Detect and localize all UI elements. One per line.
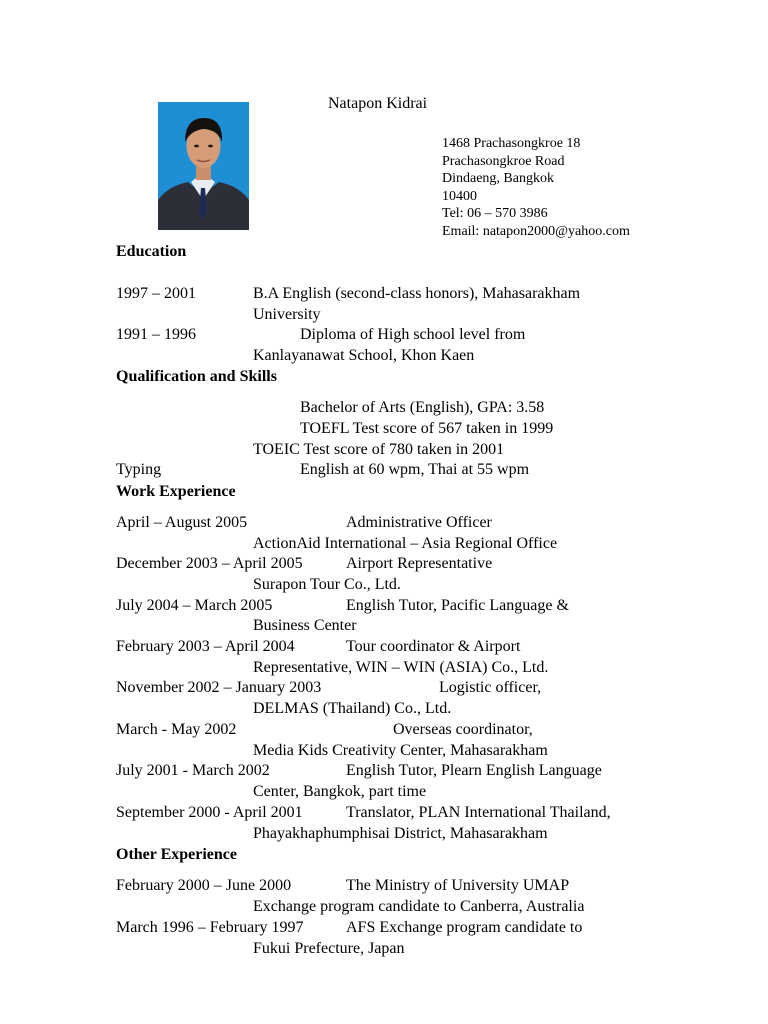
education-detail: Diploma of High school level from — [300, 326, 526, 343]
other-date: February 2000 – June 2000 — [116, 877, 292, 894]
work-detail: Business Center — [253, 617, 357, 634]
work-detail: Media Kids Creativity Center, Mahasarakham — [253, 742, 548, 759]
address-line: Prachasongkroe Road — [442, 153, 565, 169]
work-role: Overseas coordinator, — [393, 721, 533, 738]
work-role: English Tutor, Plearn English Language — [346, 762, 602, 779]
qualification-item: TOEIC Test score of 780 taken in 2001 — [253, 441, 505, 458]
email-line: Email: natapon2000@yahoo.com — [442, 223, 630, 239]
education-detail: B.A English (second-class honors), Mahasarakham — [253, 285, 581, 302]
candidate-name: Natapon Kidrai — [328, 95, 428, 112]
other-role: The Ministry of University UMAP — [346, 877, 570, 894]
other-detail: Exchange program candidate to Canberra, Australia — [253, 898, 585, 915]
work-role: Logistic officer, — [439, 679, 542, 696]
work-role: Tour coordinator & Airport — [346, 638, 521, 655]
work-detail: ActionAid International – Asia Regional Office — [253, 535, 558, 552]
phone-line: Tel: 06 – 570 3986 — [442, 206, 548, 222]
work-date: July 2001 - March 2002 — [116, 762, 270, 779]
other-heading: Other Experience — [116, 846, 238, 863]
work-role: Translator, PLAN International Thailand, — [346, 804, 611, 821]
work-date: September 2000 - April 2001 — [116, 804, 303, 821]
education-date: 1997 – 2001 — [116, 285, 196, 302]
work-date: December 2003 – April 2005 — [116, 555, 303, 572]
qualification-item: TOEFL Test score of 567 taken in 1999 — [300, 420, 554, 437]
work-detail: Representative, WIN – WIN (ASIA) Co., Ltd. — [253, 659, 549, 676]
work-detail: Phayakhaphumphisai District, Mahasarakham — [253, 825, 548, 842]
typing-value: English at 60 wpm, Thai at 55 wpm — [300, 461, 530, 478]
work-detail: Surapon Tour Co., Ltd. — [253, 576, 401, 593]
work-date: March - May 2002 — [116, 721, 237, 738]
address-line: Dindaeng, Bangkok — [442, 171, 554, 187]
work-date: April – August 2005 — [116, 514, 248, 531]
education-detail: Kanlayanawat School, Khon Kaen — [253, 347, 475, 364]
person-portrait-icon — [158, 102, 249, 230]
work-date: February 2003 – April 2004 — [116, 638, 295, 655]
qualifications-heading: Qualification and Skills — [116, 368, 277, 385]
other-date: March 1996 – February 1997 — [116, 919, 304, 936]
address-line: 10400 — [442, 188, 477, 204]
work-role: English Tutor, Pacific Language & — [346, 597, 569, 614]
work-detail: DELMAS (Thailand) Co., Ltd. — [253, 700, 452, 717]
education-date: 1991 – 1996 — [116, 326, 196, 343]
profile-photo — [158, 102, 249, 230]
work-date: July 2004 – March 2005 — [116, 597, 273, 614]
work-date: November 2002 – January 2003 — [116, 679, 322, 696]
address-line: 1468 Prachasongkroe 18 — [442, 136, 581, 151]
qualification-item: Bachelor of Arts (English), GPA: 3.58 — [300, 399, 545, 416]
education-heading: Education — [116, 243, 187, 260]
work-detail: Center, Bangkok, part time — [253, 783, 427, 800]
work-heading: Work Experience — [116, 483, 236, 500]
work-role: Administrative Officer — [346, 514, 492, 531]
other-role: AFS Exchange program candidate to — [346, 919, 583, 936]
typing-label: Typing — [116, 461, 162, 478]
education-detail: University — [253, 306, 321, 323]
other-detail: Fukui Prefecture, Japan — [253, 940, 405, 957]
contact-address — [442, 135, 630, 241]
work-role: Airport Representative — [346, 555, 493, 572]
